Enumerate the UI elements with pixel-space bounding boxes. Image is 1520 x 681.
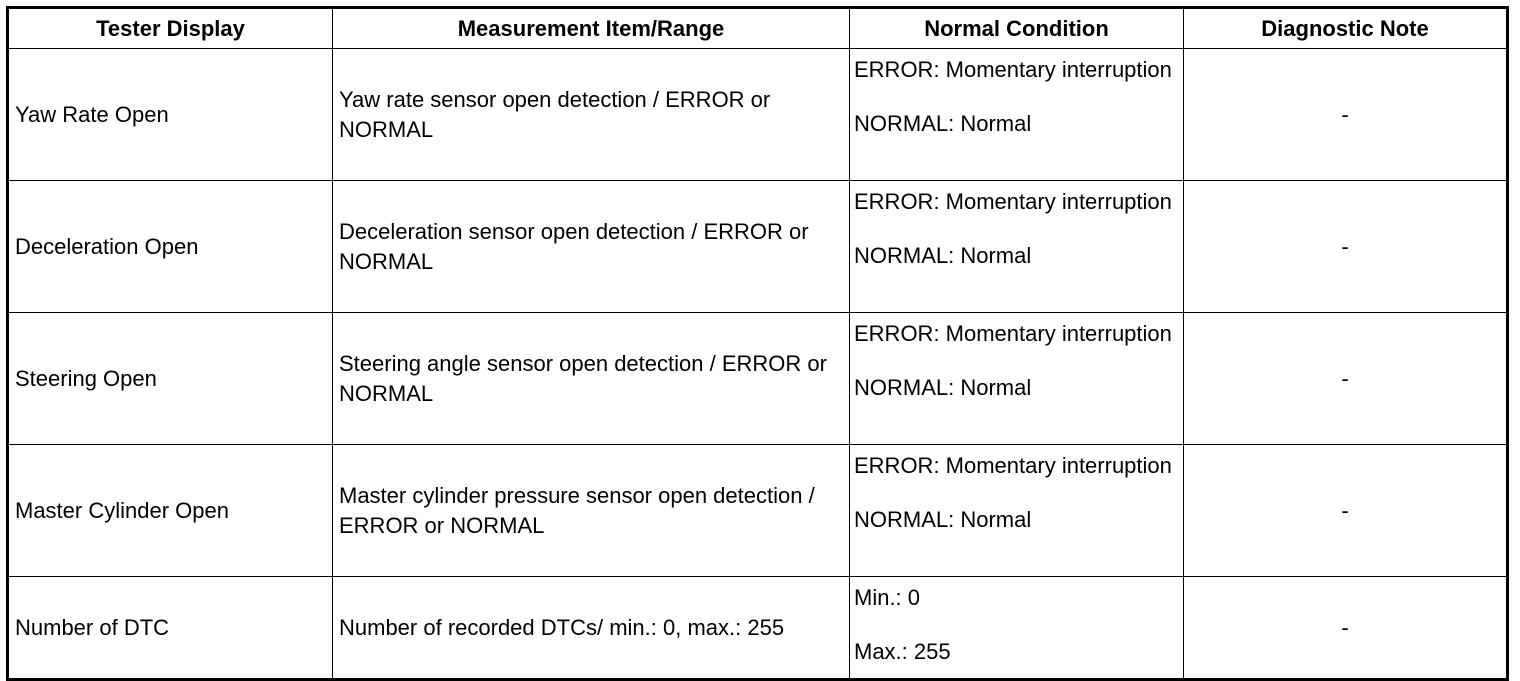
- normal-condition-cell: [850, 49, 1184, 181]
- normal-condition-line1: Min.: 0: [854, 585, 921, 610]
- normal-condition-line1: ERROR: Momentary interruption: [854, 321, 1172, 346]
- table-row: [8, 445, 1508, 577]
- tester-display-cell: Number of DTC: [8, 577, 333, 680]
- normal-condition-line1: ERROR: Momentary interruption: [854, 189, 1172, 214]
- tester-display-cell: Master Cylinder Open: [8, 445, 333, 577]
- header-diagnostic-note: Diagnostic Note: [1184, 8, 1508, 49]
- tester-display-cell: Deceleration Open: [8, 181, 333, 313]
- measurement-cell: Master cylinder pressure sensor open detection / ERROR or NORMAL: [333, 445, 850, 577]
- table-row: [8, 49, 1508, 181]
- normal-condition-cell: [850, 577, 1184, 680]
- header-normal-condition: Normal Condition: [850, 8, 1184, 49]
- tester-display-cell: Yaw Rate Open: [8, 49, 333, 181]
- diagnostic-note-cell: -: [1184, 181, 1508, 313]
- diagnostic-note-cell: -: [1184, 49, 1508, 181]
- data-list-table: [6, 6, 1509, 681]
- tester-display-cell: Steering Open: [8, 313, 333, 445]
- normal-condition-line2: NORMAL: Normal: [854, 111, 1032, 136]
- normal-condition-line1: ERROR: Momentary interruption: [854, 453, 1172, 478]
- normal-condition-cell: [850, 181, 1184, 313]
- header-tester-display: Tester Display: [8, 8, 333, 49]
- table-row: [8, 313, 1508, 445]
- measurement-cell: Yaw rate sensor open detection / ERROR or NORMAL: [333, 49, 850, 181]
- header-measurement: Measurement Item/Range: [333, 8, 850, 49]
- measurement-cell: Deceleration sensor open detection / ERROR or NORMAL: [333, 181, 850, 313]
- normal-condition-line1: ERROR: Momentary interruption: [854, 57, 1172, 82]
- normal-condition-line2: Max.: 255: [854, 639, 951, 664]
- normal-condition-line2: NORMAL: Normal: [854, 507, 1032, 532]
- table-row: [8, 181, 1508, 313]
- measurement-cell: Steering angle sensor open detection / ERROR or NORMAL: [333, 313, 850, 445]
- diagnostic-note-cell: -: [1184, 445, 1508, 577]
- measurement-cell: Number of recorded DTCs/ min.: 0, max.: 255: [333, 577, 850, 680]
- diagnostic-note-cell: -: [1184, 313, 1508, 445]
- normal-condition-line2: NORMAL: Normal: [854, 375, 1032, 400]
- normal-condition-line2: NORMAL: Normal: [854, 243, 1032, 268]
- header-row: [8, 8, 1508, 49]
- diagnostic-note-cell: -: [1184, 577, 1508, 680]
- normal-condition-cell: [850, 445, 1184, 577]
- normal-condition-cell: [850, 313, 1184, 445]
- table-row: [8, 577, 1508, 680]
